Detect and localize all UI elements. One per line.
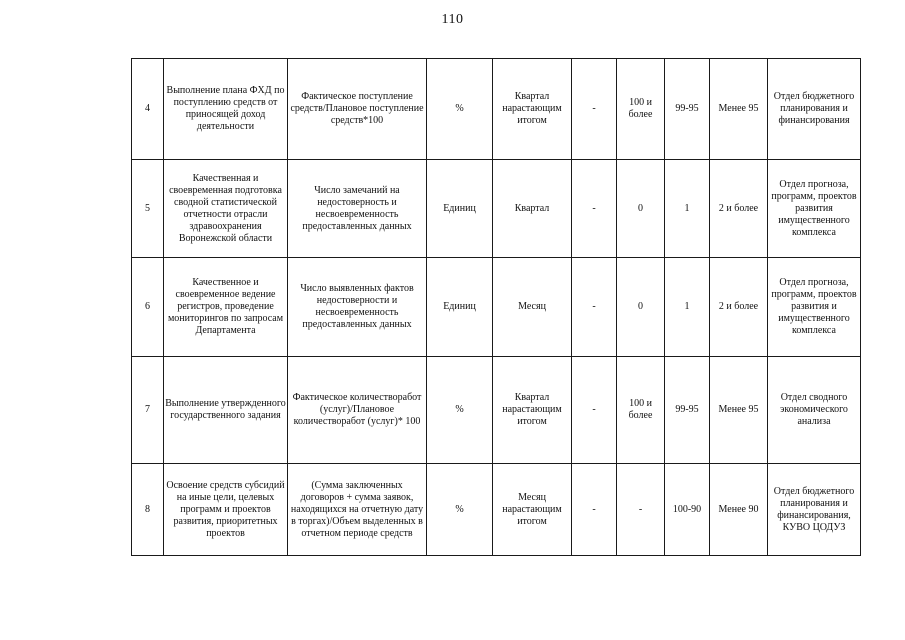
indicators-table (131, 58, 861, 556)
indicator-name: Выполнение плана ФХД по поступлению средств от приносящей доход деятельности (164, 59, 288, 160)
value-1: - (572, 59, 617, 160)
value-4: 2 и более (710, 160, 768, 258)
unit: Единиц (427, 258, 493, 357)
indicator-name: Освоение средств субсидий на иные цели, целевых программ и проектов развития, приоритетных проектов (164, 464, 288, 556)
value-3: 99-95 (665, 59, 710, 160)
period: Квартал нарастающим итогом (493, 59, 572, 160)
value-3: 1 (665, 258, 710, 357)
responsible-department: Отдел прогноза, программ, проектов развития и имущественного комплекса (768, 258, 861, 357)
calculation-formula: (Сумма заключенных договоров + сумма заявок, находящихся на отчетную дату в торгах)/Объем выделенных в отчетном периоде средств (288, 464, 427, 556)
value-1: - (572, 464, 617, 556)
indicator-name: Качественное и своевременное ведение регистров, проведение мониторингов по запросам Департамента (164, 258, 288, 357)
table-row (132, 160, 861, 258)
row-number: 5 (132, 160, 164, 258)
unit: Единиц (427, 160, 493, 258)
row-number: 7 (132, 357, 164, 464)
indicator-name: Выполнение утвержденного государственного задания (164, 357, 288, 464)
period: Месяц нарастающим итогом (493, 464, 572, 556)
value-2: 0 (617, 160, 665, 258)
period: Квартал (493, 160, 572, 258)
value-4: Менее 95 (710, 59, 768, 160)
value-2: - (617, 464, 665, 556)
period: Квартал нарастающим итогом (493, 357, 572, 464)
value-4: Менее 95 (710, 357, 768, 464)
value-2: 0 (617, 258, 665, 357)
value-3: 99-95 (665, 357, 710, 464)
responsible-department: Отдел бюджетного планирования и финансирования, КУВО ЦОДУЗ (768, 464, 861, 556)
page-number: 110 (441, 12, 464, 27)
calculation-formula: Фактическое количестворабот (услуг)/Плановое количестворабот (услуг)* 100 (288, 357, 427, 464)
table-row (132, 258, 861, 357)
value-4: Менее 90 (710, 464, 768, 556)
value-3: 1 (665, 160, 710, 258)
period: Месяц (493, 258, 572, 357)
row-number: 4 (132, 59, 164, 160)
table-row (132, 464, 861, 556)
value-2: 100 и более (617, 59, 665, 160)
value-4: 2 и более (710, 258, 768, 357)
row-number: 8 (132, 464, 164, 556)
calculation-formula: Фактическое поступление средств/Плановое поступление средств*100 (288, 59, 427, 160)
table-row (132, 357, 861, 464)
calculation-formula: Число выявленных фактов недостоверности и несвоевременность предоставленных данных (288, 258, 427, 357)
table-row (132, 59, 861, 160)
unit: % (427, 59, 493, 160)
row-number: 6 (132, 258, 164, 357)
value-1: - (572, 258, 617, 357)
calculation-formula: Число замечаний на недостоверность и несвоевременность предоставленных данных (288, 160, 427, 258)
value-3: 100-90 (665, 464, 710, 556)
responsible-department: Отдел прогноза, программ, проектов развития имущественного комплекса (768, 160, 861, 258)
value-1: - (572, 160, 617, 258)
value-1: - (572, 357, 617, 464)
unit: % (427, 464, 493, 556)
value-2: 100 и более (617, 357, 665, 464)
responsible-department: Отдел сводного экономического анализа (768, 357, 861, 464)
indicator-name: Качественная и своевременная подготовка сводной статистической отчетности отрасли здравоохранения Воронежской области (164, 160, 288, 258)
responsible-department: Отдел бюджетного планирования и финансирования (768, 59, 861, 160)
unit: % (427, 357, 493, 464)
